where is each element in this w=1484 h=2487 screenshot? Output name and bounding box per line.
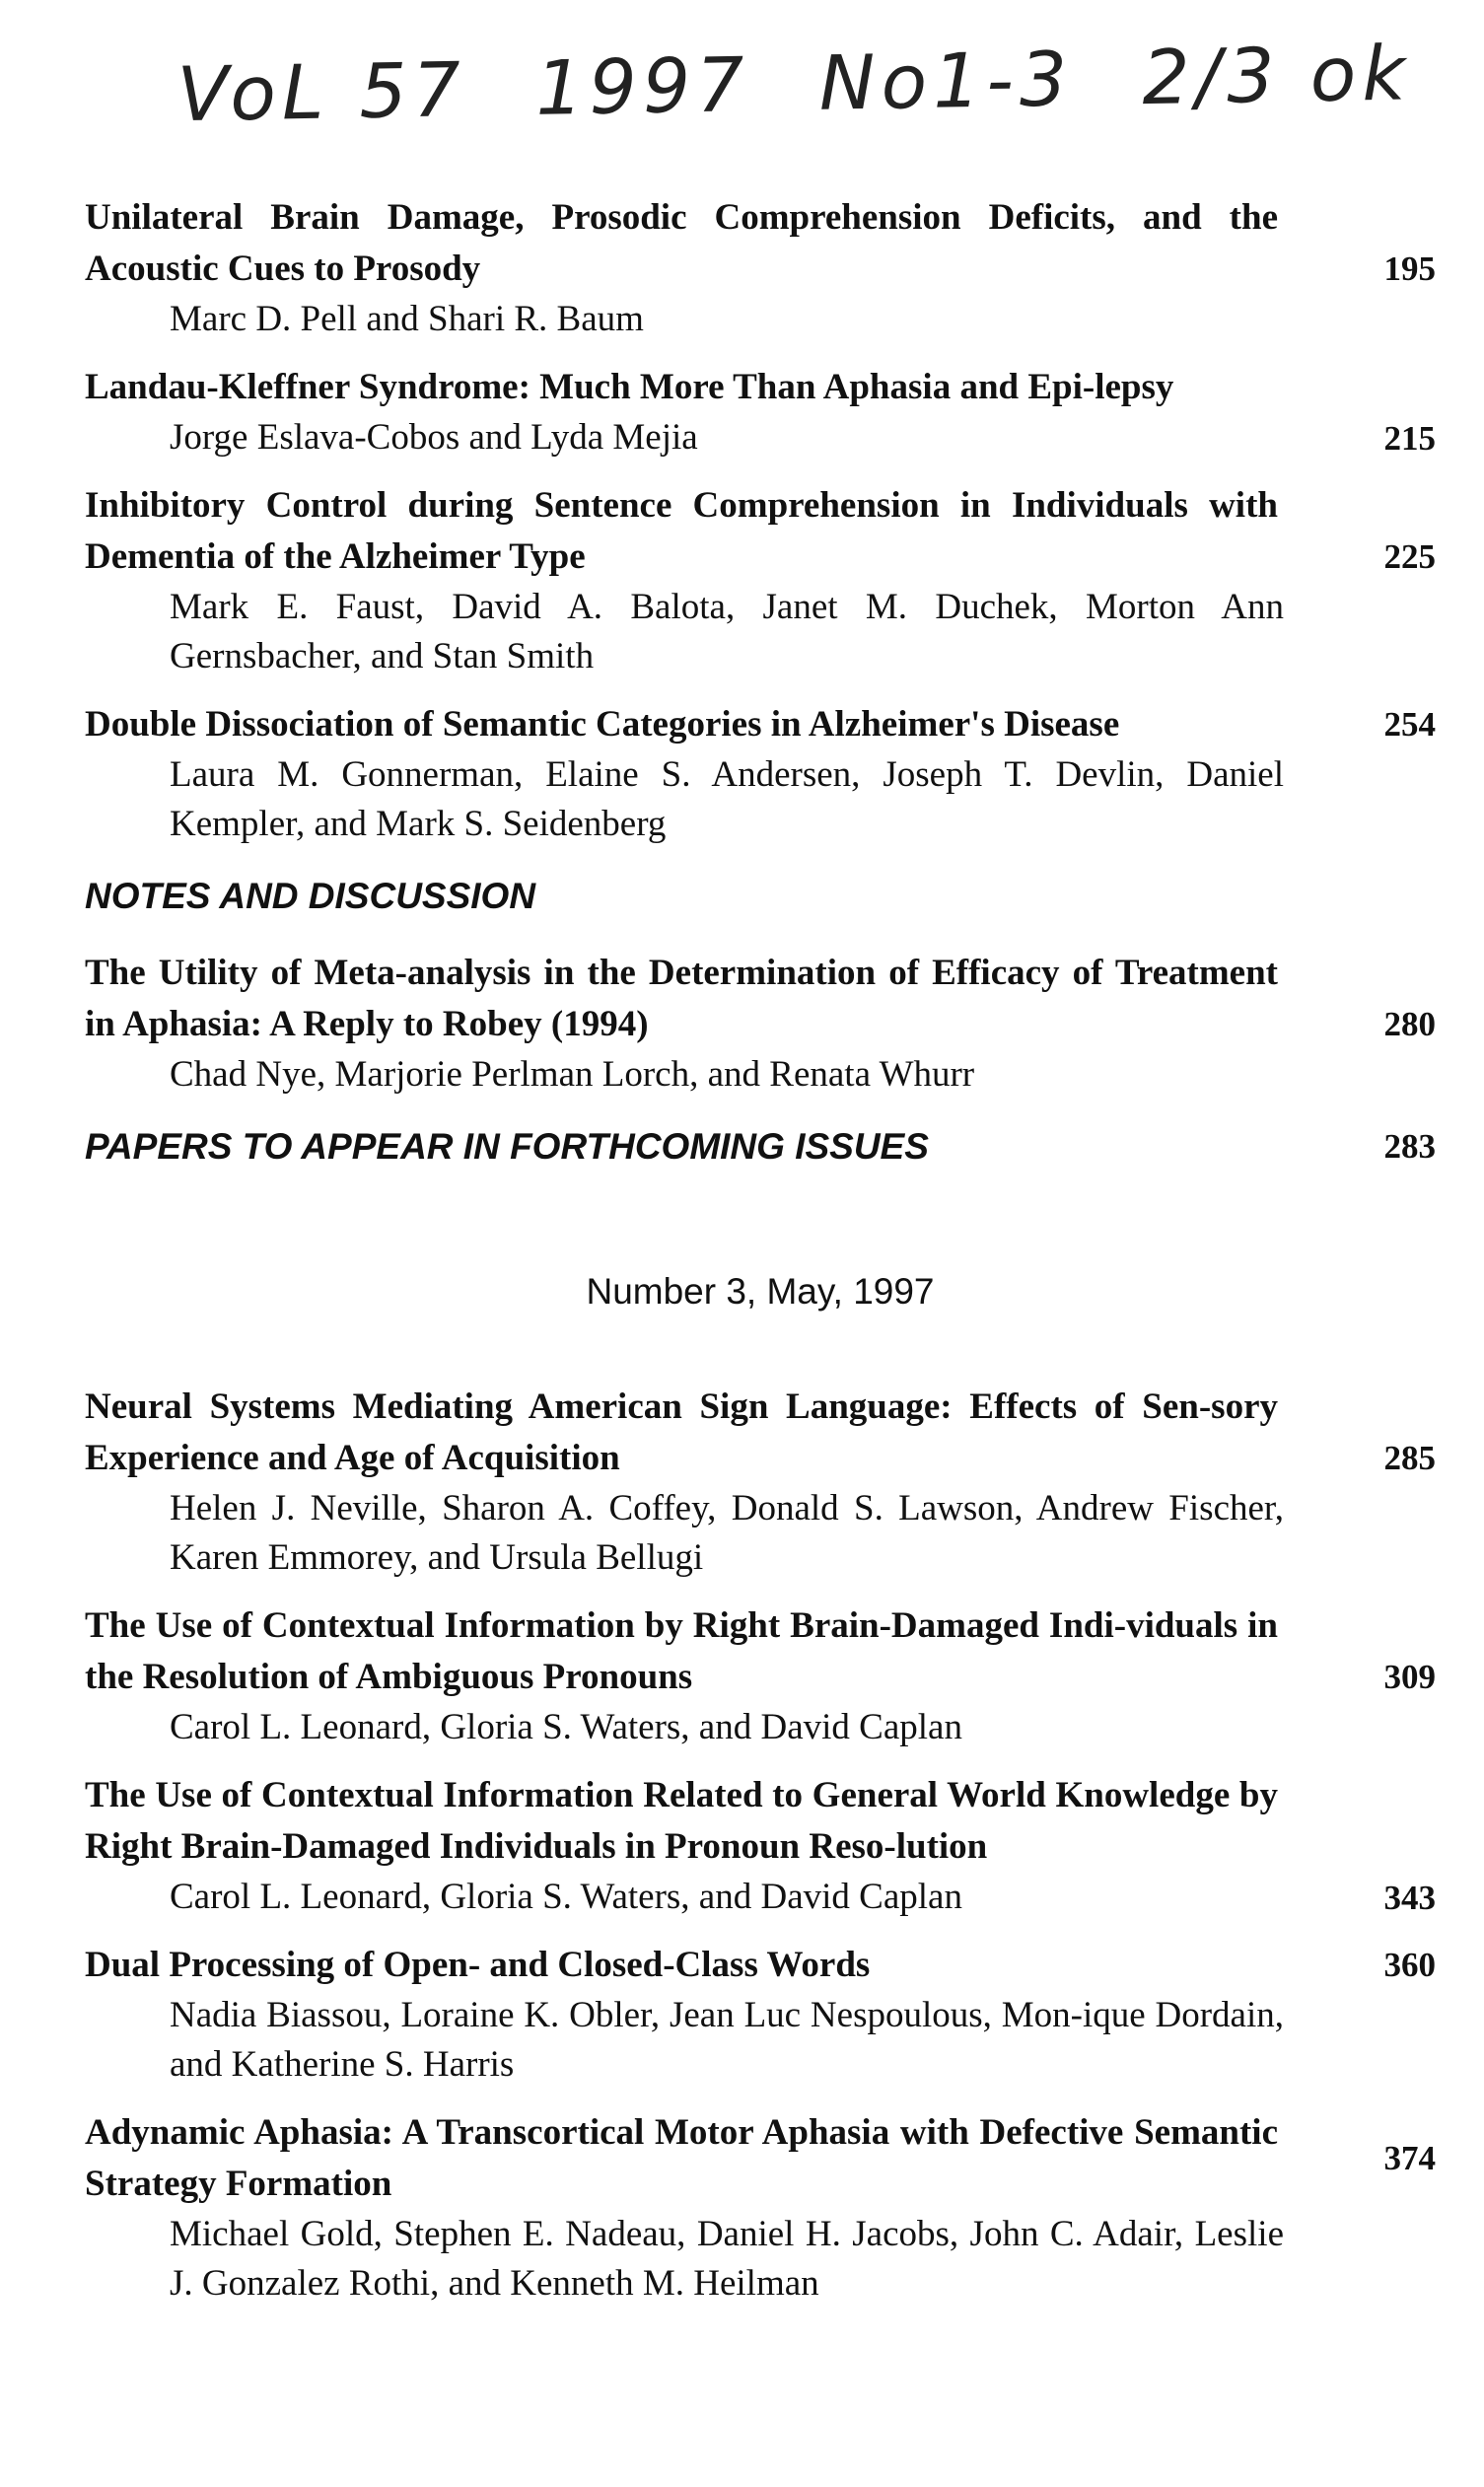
handwritten-note	[177, 29, 1441, 178]
article-authors: Jorge Eslava-Cobos and Lyda Mejia	[170, 417, 698, 458]
issue-heading: Number 3, May, 1997	[586, 1271, 935, 1312]
section-heading-forthcoming	[85, 1121, 1436, 1172]
article-title: Neural Systems Mediating American Sign Language: Effects of Sen-sory Experience and Age of Acquisition	[85, 1386, 1278, 1478]
page-number: 225	[1383, 537, 1436, 576]
toc-entry	[85, 1770, 1436, 1922]
handwritten-numbers: No1-3	[817, 35, 1074, 127]
handwritten-year: 1997	[534, 40, 751, 132]
article-title: Double Dissociation of Semantic Categories in Alzheimer's Disease	[85, 704, 1120, 745]
toc-entry	[85, 480, 1436, 681]
toc-entry	[85, 192, 1436, 344]
page-number: 215	[1383, 419, 1436, 458]
toc-entry	[85, 1600, 1436, 1752]
toc-entry	[85, 362, 1436, 462]
article-title: Dual Processing of Open- and Closed-Class Words	[85, 1945, 871, 1985]
article-authors: Carol L. Leonard, Gloria S. Waters, and David Caplan	[170, 1707, 962, 1747]
toc-entry	[85, 2107, 1436, 2309]
toc-entry	[85, 699, 1436, 849]
article-authors: Chad Nye, Marjorie Perlman Lorch, and Renata Whurr	[170, 1054, 975, 1095]
section-heading-notes: NOTES AND DISCUSSION	[85, 876, 536, 916]
article-authors: Nadia Biassou, Loraine K. Obler, Jean Luc Nespoulous, Mon-ique Dordain, and Katherine S. Harris	[170, 1995, 1284, 2085]
article-title: The Use of Contextual Information Related to General World Knowledge by Right Brain-Damaged Individuals in Pronoun Reso-lution	[85, 1775, 1278, 1867]
article-authors: Michael Gold, Stephen E. Nadeau, Daniel H. Jacobs, John C. Adair, Leslie J. Gonzalez Rothi, and Kenneth M. Heilman	[170, 2214, 1284, 2304]
table-of-contents	[85, 192, 1436, 2326]
article-title: Inhibitory Control during Sentence Comprehension in Individuals with Dementia of the Alzheimer Type	[85, 485, 1278, 577]
forthcoming-label: PAPERS TO APPEAR IN FORTHCOMING ISSUES	[85, 1126, 929, 1167]
article-authors: Marc D. Pell and Shari R. Baum	[170, 299, 644, 339]
page-number: 283	[1383, 1127, 1436, 1166]
article-title: Unilateral Brain Damage, Prosodic Comprehension Deficits, and the Acoustic Cues to Prosody	[85, 197, 1278, 289]
page-number: 309	[1383, 1658, 1436, 1696]
handwritten-mark: 2/3 ok	[1141, 29, 1412, 122]
article-title: The Use of Contextual Information by Right Brain-Damaged Indi-viduals in the Resolution of Ambiguous Pronouns	[85, 1605, 1278, 1697]
page-number: 280	[1383, 1005, 1436, 1043]
article-authors: Helen J. Neville, Sharon A. Coffey, Donald S. Lawson, Andrew Fischer, Karen Emmorey, and Ursula Bellugi	[170, 1488, 1284, 1578]
article-title: Adynamic Aphasia: A Transcortical Motor Aphasia with Defective Semantic Strategy Formation	[85, 2112, 1278, 2204]
article-authors: Laura M. Gonnerman, Elaine S. Andersen, Joseph T. Devlin, Daniel Kempler, and Mark S. Seidenberg	[170, 754, 1284, 844]
article-authors: Carol L. Leonard, Gloria S. Waters, and David Caplan	[170, 1877, 962, 1917]
page-number: 374	[1383, 2139, 1436, 2177]
handwritten-vol: VoL 57	[176, 45, 467, 139]
toc-entry	[85, 1940, 1436, 2090]
toc-entry	[85, 1382, 1436, 1583]
page-number: 343	[1383, 1879, 1436, 1917]
article-title: The Utility of Meta-analysis in the Determination of Efficacy of Treatment in Aphasia: A Reply to Robey (1994)	[85, 953, 1278, 1044]
article-title: Landau-Kleffner Syndrome: Much More Than Aphasia and Epi-lepsy	[85, 367, 1174, 407]
page-number: 254	[1383, 705, 1436, 744]
page-number: 285	[1383, 1439, 1436, 1477]
page-number: 195	[1383, 249, 1436, 288]
toc-entry	[85, 948, 1436, 1100]
article-authors: Mark E. Faust, David A. Balota, Janet M. Duchek, Morton Ann Gernsbacher, and Stan Smith	[170, 587, 1284, 676]
page-number: 360	[1383, 1946, 1436, 1984]
